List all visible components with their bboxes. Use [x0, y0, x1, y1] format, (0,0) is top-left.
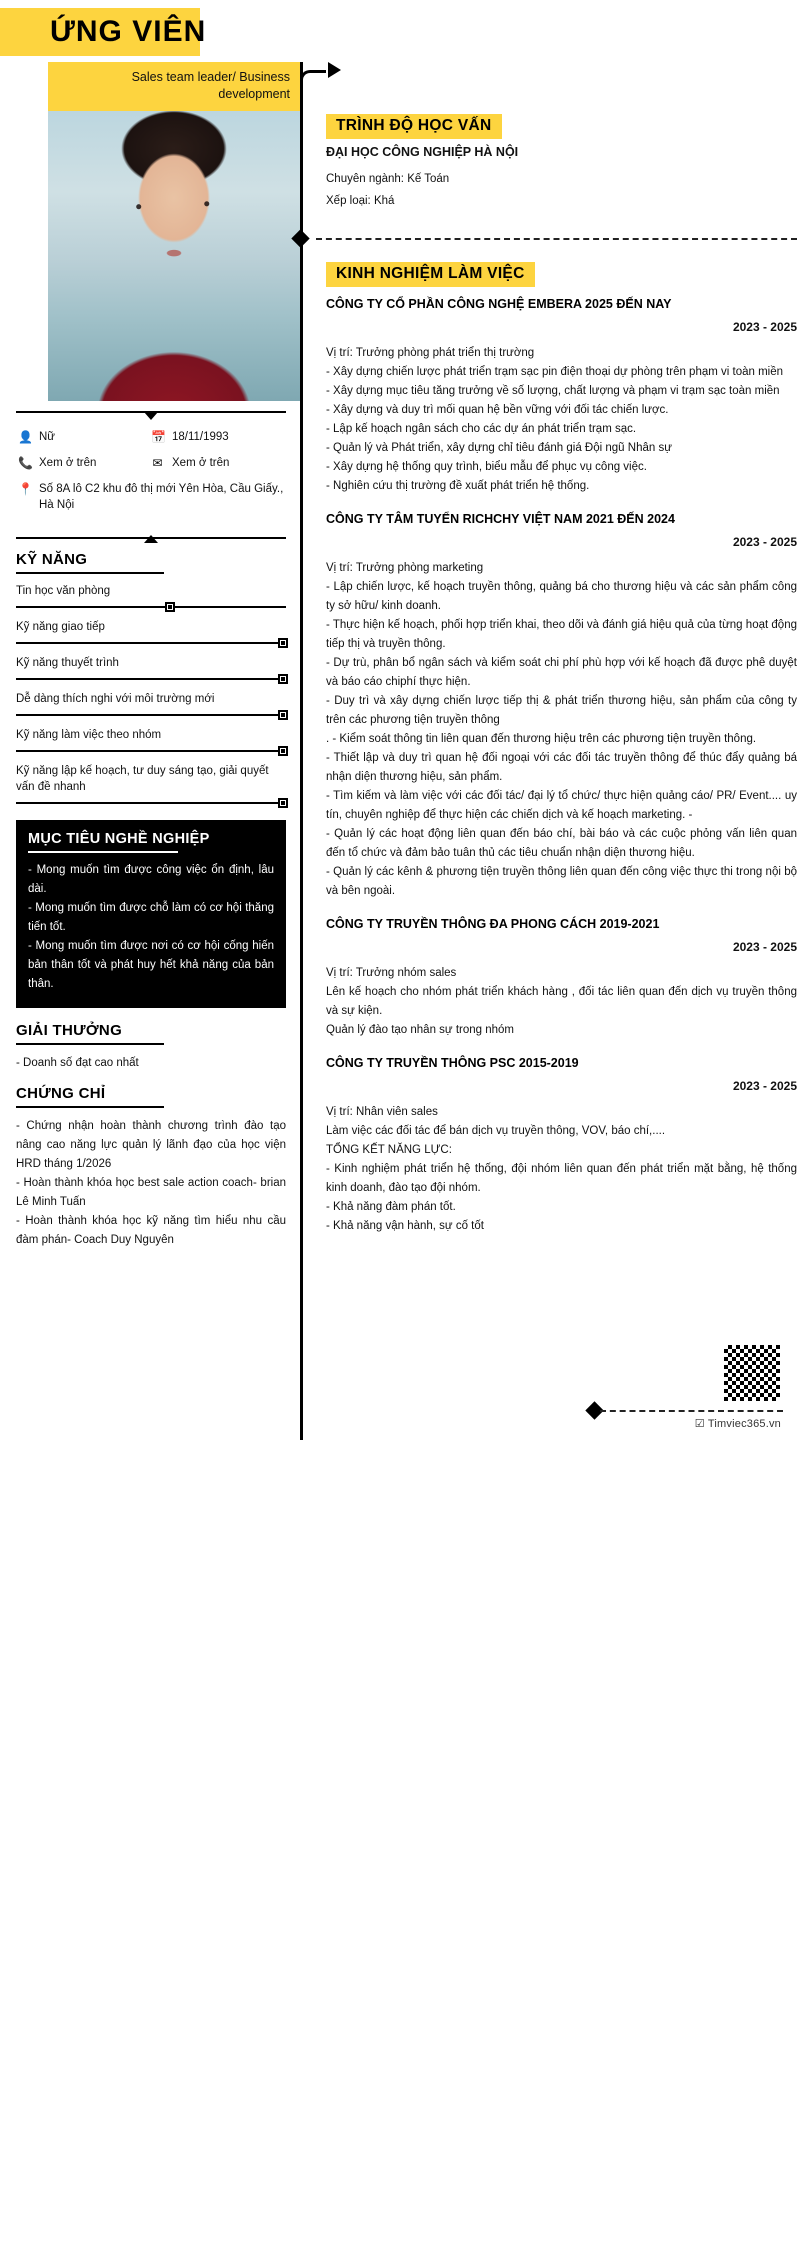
- job-role: Vị trí: Trưởng nhóm sales: [326, 967, 457, 979]
- skill-slider[interactable]: [16, 602, 286, 612]
- page-title: ỨNG VIÊN: [50, 15, 207, 48]
- job-role: Vị trí: Nhân viên sales: [326, 1106, 438, 1118]
- awards-heading: GIẢI THƯỞNG: [16, 1022, 123, 1039]
- contact-address: [18, 481, 284, 513]
- job-company: CÔNG TY TRUYỀN THÔNG ĐA PHONG CÁCH 2019-2021: [326, 917, 660, 931]
- skill-track: [16, 606, 286, 608]
- footer-dashed-line: [600, 1410, 783, 1412]
- contact-address-value: Số 8A lô C2 khu đô thị mới Yên Hòa, Cầu Giấy., Hà Nội: [39, 483, 284, 511]
- contact-gender: [18, 429, 151, 445]
- job-bullet: Làm việc các đối tác để bán dịch vụ truyền thông, VOV, báo chí,....: [326, 1125, 666, 1137]
- job-date: 2023 - 2025: [732, 320, 797, 334]
- person-icon: 👤: [18, 430, 33, 444]
- job-bullet: - Khả năng đàm phán tốt.: [326, 1201, 456, 1213]
- job-bullet: - Xây dựng và duy trì mối quan hệ bền vững với đối tác chiến lược.: [326, 404, 669, 416]
- contact-dob: [151, 429, 284, 445]
- left-column: [0, 62, 300, 1250]
- skill-slider[interactable]: [16, 638, 286, 648]
- skill-track: [16, 678, 286, 680]
- skill-label: Tin học văn phòng: [16, 585, 111, 597]
- awards-heading-rule: [16, 1043, 164, 1045]
- qr-code[interactable]: [721, 1342, 783, 1404]
- skill-track: [16, 714, 286, 716]
- candidate-photo: [48, 111, 300, 401]
- award-line: - Doanh số đạt cao nhất: [16, 1057, 139, 1069]
- job-bullet: - Quản lý và Phát triển, xây dựng chỉ tiêu đánh giá Đội ngũ Nhân sự: [326, 442, 672, 454]
- skill-item: [16, 583, 286, 612]
- job-date: 2023 - 2025: [732, 1079, 797, 1093]
- job-bullet: - Nghiên cứu thị trường đề xuất phát triển hệ thống.: [326, 480, 590, 492]
- education-school: ĐẠI HỌC CÔNG NGHIỆP HÀ NỘI: [326, 145, 519, 159]
- right-column: [300, 62, 811, 1440]
- job-date: 2023 - 2025: [732, 940, 797, 954]
- objective-heading: MỤC TIÊU NGHỀ NGHIỆP: [28, 831, 210, 847]
- certificates-section: [16, 1085, 286, 1250]
- contact-gender-value: Nữ: [39, 431, 56, 443]
- objective-line: - Mong muốn tìm được chỗ làm có cơ hội thăng tiến tốt.: [28, 902, 274, 933]
- job-bullet: - Thiết lập và duy trì quan hệ đối ngoại với các đối tác truyền thông để thúc đẩy quảng bá nhận diện thương hiệu, sản phẩm.: [326, 752, 797, 783]
- job-company: CÔNG TY TRUYỀN THÔNG PSC 2015-2019: [326, 1056, 579, 1070]
- job-bullet: Lên kế hoạch cho nhóm phát triển khách hàng , đối tác liên quan đến dịch vụ truyền thông và sự kiện.: [326, 986, 797, 1017]
- role-banner: Sales team leader/ Business development: [48, 62, 300, 111]
- skill-label: Kỹ năng lập kế hoạch, tư duy sáng tạo, giải quyết vấn đề nhanh: [16, 765, 269, 793]
- skill-knob[interactable]: [278, 710, 288, 720]
- job-bullet: - Thực hiện kế hoạch, phối hợp triển khai, theo dõi và đánh giá hiệu quả của từng hoạt động tiếp thị và truyền thông.: [326, 619, 797, 650]
- skill-label: Kỹ năng thuyết trình: [16, 657, 119, 669]
- job-date: 2023 - 2025: [732, 535, 797, 549]
- experience-jobs: [326, 295, 797, 1236]
- experience-item: [326, 915, 797, 1040]
- skill-slider[interactable]: [16, 674, 286, 684]
- education-heading: TRÌNH ĐỘ HỌC VẤN: [326, 114, 502, 139]
- job-role: Vị trí: Trưởng phòng marketing: [326, 562, 484, 574]
- skill-slider[interactable]: [16, 746, 286, 756]
- experience-item: [326, 295, 797, 496]
- cv-body: [0, 62, 811, 1440]
- objective-line: - Mong muốn tìm được công việc ổn định, lâu dài.: [28, 864, 274, 895]
- skill-item: [16, 763, 286, 808]
- triangle-down-icon: [144, 412, 158, 420]
- certificates-list: [16, 1117, 286, 1250]
- skill-knob[interactable]: [278, 798, 288, 808]
- skill-item: [16, 727, 286, 756]
- phone-icon: 📞: [18, 456, 33, 470]
- footer-brand: [695, 1417, 781, 1430]
- calendar-icon: 📅: [151, 430, 166, 444]
- job-bullet: - Dự trù, phân bổ ngân sách và kiểm soát chi phí phù hợp với kế hoạch đã được phê duyệt và báo cáo chiphí thực hiện.: [326, 657, 797, 688]
- education-major: Chuyên ngành: Kế Toán: [326, 173, 450, 185]
- skill-label: Kỹ năng làm việc theo nhóm: [16, 729, 162, 741]
- skill-track: [16, 802, 286, 804]
- avatar: [48, 111, 300, 401]
- cv-header: [0, 0, 811, 62]
- certificates-heading: CHỨNG CHỈ: [16, 1085, 106, 1102]
- certificate-line: - Hoàn thành khóa học best sale action coach- brian Lê Minh Tuấn: [16, 1177, 286, 1208]
- awards-section: [16, 1022, 286, 1073]
- skill-knob[interactable]: [278, 674, 288, 684]
- skill-track: [16, 750, 286, 752]
- contact-email: [151, 455, 284, 471]
- education-grade: Xếp loại: Khá: [326, 195, 395, 207]
- skill-label: Dễ dàng thích nghi với môi trường mới: [16, 693, 215, 705]
- dashed-line: [316, 238, 797, 240]
- experience-item: [326, 1054, 797, 1236]
- skills-section: [16, 551, 286, 808]
- job-company: CÔNG TY CỔ PHẦN CÔNG NGHỆ EMBERA 2025 ĐẾN NAY: [326, 297, 672, 311]
- skill-label: Kỹ năng giao tiếp: [16, 621, 105, 633]
- cv-footer: [300, 1290, 797, 1440]
- footer-brand-text: Timviec365.vn: [707, 1418, 781, 1430]
- contact-bottom-rule: [16, 533, 286, 547]
- skill-knob[interactable]: [278, 638, 288, 648]
- education-header: [326, 114, 797, 139]
- certificates-heading-rule: [16, 1106, 164, 1108]
- contact-dob-value: 18/11/1993: [172, 431, 229, 443]
- job-bullet: - Lập chiến lược, kế hoạch truyền thông, quảng bá cho thương hiệu và các sản phẩm công ty sở hữu/ kinh doanh.: [326, 581, 797, 612]
- objective-section: [16, 820, 286, 1008]
- certificate-line: - Hoàn thành khóa học kỹ năng tìm hiểu nhu cầu đàm phán- Coach Duy Nguyên: [16, 1215, 286, 1246]
- contact-phone: [18, 455, 151, 471]
- job-company: CÔNG TY TÂM TUYỂN RICHCHY VIỆT NAM 2021 ĐẾN 2024: [326, 512, 675, 526]
- section-divider-experience: [326, 228, 797, 254]
- objective-heading-rule: [28, 851, 178, 853]
- arrow-right-icon: [328, 62, 341, 78]
- skill-item: [16, 655, 286, 684]
- job-bullet: - Quản lý các hoạt động liên quan đến báo chí, bài báo và các cuộc phỏng vấn liên quan đến tổ chức và đảm bảo tuân thủ các tiêu chuẩn nhận diện thương hiệu.: [326, 828, 797, 859]
- skill-knob[interactable]: [278, 746, 288, 756]
- triangle-up-icon: [144, 535, 158, 543]
- job-bullet: . - Kiểm soát thông tin liên quan đến thương hiệu trên các phương tiện truyền thông.: [326, 733, 757, 745]
- job-bullet: - Lập kế hoạch ngân sách cho các dự án phát triển trạm sạc.: [326, 423, 637, 435]
- skill-slider[interactable]: [16, 710, 286, 720]
- job-bullet: - Xây dựng chiến lược phát triển trạm sạc pin điện thoại dự phòng trên phạm vi toàn miền: [326, 366, 784, 378]
- timeline-hook: [300, 70, 326, 126]
- footer-brand-icon: ☑: [694, 1418, 705, 1430]
- certificate-line: - Chứng nhận hoàn thành chương trình đào tạo nâng cao năng lực quản lý lãnh đạo của học viện HRD tháng 1/2026: [16, 1120, 286, 1170]
- right-content: [300, 62, 797, 1290]
- job-bullet: - Duy trì và xây dựng chiến lược tiếp thị & phát triển thương hiệu, sản phẩm của công ty trên các phương tiện truyền thông: [326, 695, 797, 726]
- skills-list: [16, 583, 286, 808]
- contact-phone-value: Xem ở trên: [39, 457, 97, 469]
- job-role: Vị trí: Trưởng phòng phát triển thị trường: [326, 347, 535, 359]
- location-pin-icon: 📍: [18, 482, 33, 496]
- experience-item: [326, 510, 797, 901]
- experience-heading: KINH NGHIỆM LÀM VIỆC: [326, 262, 535, 287]
- job-bullet: - Quản lý các kênh & phương tiện truyền thông liên quan đến công việc thực thi trong nội bộ và bên ngoài.: [326, 866, 797, 897]
- skill-slider[interactable]: [16, 798, 286, 808]
- skill-item: [16, 691, 286, 720]
- job-bullet: Quản lý đào tạo nhân sự trong nhóm: [326, 1024, 514, 1036]
- skill-item: [16, 619, 286, 648]
- job-bullet: - Xây dựng mục tiêu tăng trưởng về số lượng, chất lượng và phạm vi trạm sạc toàn miền: [326, 385, 780, 397]
- contact-info: [16, 421, 286, 527]
- envelope-icon: ✉: [152, 456, 163, 470]
- objective-list: [28, 861, 274, 994]
- job-bullet: - Khả năng vận hành, sự cố tốt: [326, 1220, 484, 1232]
- skills-heading-rule: [16, 572, 164, 574]
- experience-header: [326, 262, 797, 287]
- job-bullet: - Kinh nghiệm phát triển hệ thống, đội nhóm liên quan đến phát triển mặt bằng, hệ thống kinh doanh, đào tạo đội nhóm.: [326, 1163, 797, 1194]
- skill-track: [16, 642, 286, 644]
- contact-top-rule: [16, 407, 286, 421]
- job-bullet: TỔNG KẾT NĂNG LỰC:: [326, 1144, 452, 1156]
- objective-line: - Mong muốn tìm được nơi có cơ hội cống hiến bản thân tốt và phát huy hết khả năng của bản thân.: [28, 940, 274, 990]
- job-bullet: - Tìm kiếm và làm việc với các đối tác/ đại lý tổ chức/ thực hiện quảng cáo/ PR/ Event.... uy tín, chuyên nghiệp để thực hiện các chiến dịch và kế hoạch marketing. -: [326, 790, 797, 821]
- job-bullet: - Xây dựng hệ thống quy trình, biểu mẫu để phục vụ công việc.: [326, 461, 647, 473]
- skill-knob[interactable]: [165, 602, 175, 612]
- awards-list: [16, 1054, 286, 1073]
- contact-email-value: Xem ở trên: [172, 457, 230, 469]
- skills-heading: KỸ NĂNG: [16, 551, 88, 568]
